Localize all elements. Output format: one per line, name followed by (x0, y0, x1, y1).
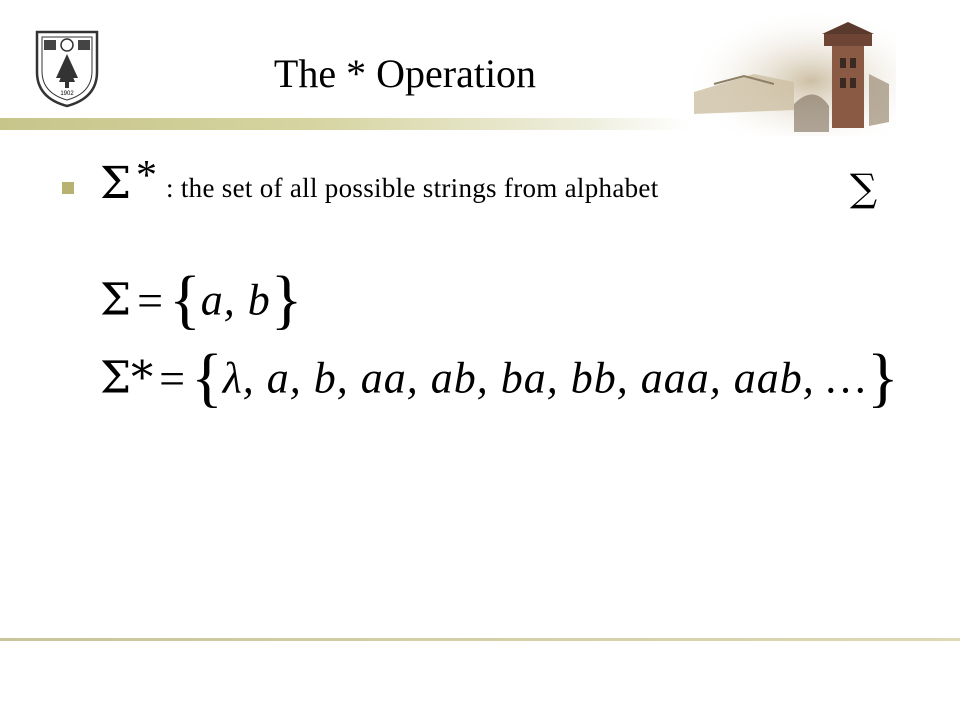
bullet-square-icon (62, 182, 74, 194)
logo-year: 1902 (60, 91, 74, 97)
footer-divider (0, 638, 960, 641)
open-brace: { (191, 341, 223, 414)
bullet-item (62, 153, 942, 216)
equation-lhs: Σ (100, 274, 132, 326)
set-elements: a, b (200, 275, 271, 325)
equals-sign: = (159, 352, 186, 404)
title-underline-bar (0, 118, 690, 130)
equals-sign: = (137, 274, 164, 326)
equation-alphabet (100, 262, 303, 336)
alphabet-sigma-symbol: ∑ (850, 166, 878, 210)
close-brace: } (866, 341, 899, 414)
equation-lhs: Σ* (100, 352, 154, 404)
bullet-text: : the set of all possible strings from alphabet (166, 173, 659, 203)
set-elements: λ, a, b, aa, ab, ba, bb, aaa, aab, … (222, 353, 867, 403)
sigma-symbol: Σ (100, 158, 132, 209)
close-brace: } (270, 263, 303, 336)
slide-title: The * Operation (273, 51, 537, 96)
campus-tower-image (684, 14, 896, 136)
equation-kleene-star (100, 340, 899, 414)
open-brace: { (169, 263, 201, 336)
star-symbol: * (136, 153, 157, 199)
